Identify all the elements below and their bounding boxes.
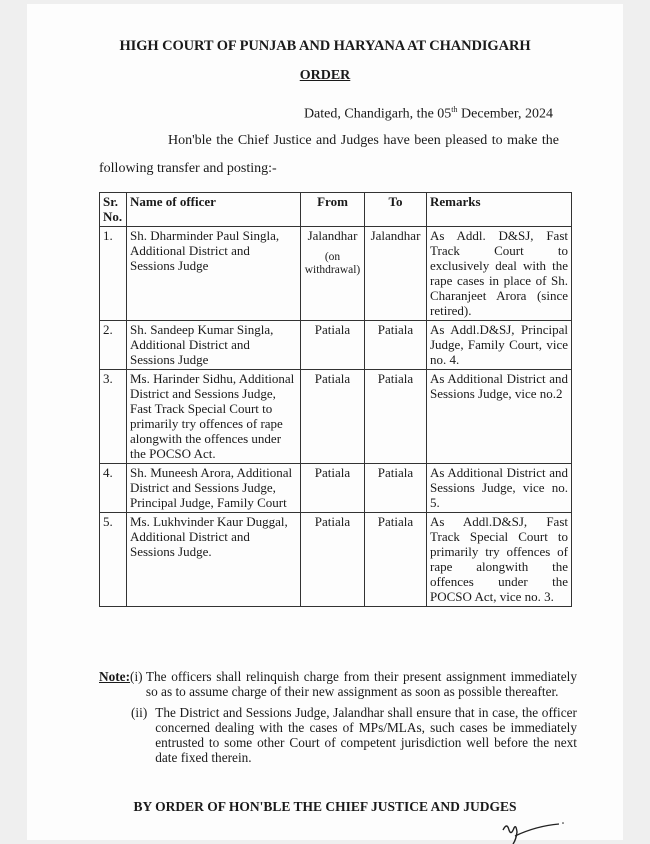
signature-icon xyxy=(501,820,571,844)
note-text: The officers shall relinquish charge from their present assignment immediately so as to assume charge of their new assignment as soon as possible thereafter. xyxy=(145,669,577,699)
notes-section xyxy=(99,669,577,765)
cell-sr: 3. xyxy=(100,370,127,464)
note-heading: Note: xyxy=(99,669,131,684)
cell-from: Patiala xyxy=(301,464,365,513)
header-to: To xyxy=(365,193,427,227)
intro-line-2: following transfer and posting:- xyxy=(99,161,277,176)
cell-from xyxy=(301,227,365,321)
note-number: (i) xyxy=(130,669,143,684)
header-remarks: Remarks xyxy=(427,193,572,227)
intro-line-1: Hon'ble the Chief Justice and Judges have been pleased to make the xyxy=(168,133,560,148)
from-note: (on withdrawal) xyxy=(304,251,361,276)
cell-remarks: As Additional District and Sessions Judge, vice no. 5. xyxy=(427,464,572,513)
table-row xyxy=(100,513,572,607)
cell-remarks: As Addl.D&SJ, Fast Track Special Court to primarily try offences of rape alongwith the offences under the POCSO Act, vice no. 3. xyxy=(427,513,572,607)
table-row xyxy=(100,370,572,464)
court-heading: HIGH COURT OF PUNJAB AND HARYANA AT CHANDIGARH xyxy=(119,38,531,54)
cell-name: Sh. Sandeep Kumar Singla, Additional District and Sessions Judge xyxy=(127,321,301,370)
note-number: (ii) xyxy=(131,705,148,720)
document-page xyxy=(27,4,623,840)
cell-from: Patiala xyxy=(301,370,365,464)
cell-name: Sh. Muneesh Arora, Additional District and Sessions Judge, Principal Judge, Family Court xyxy=(127,464,301,513)
cell-sr: 5. xyxy=(100,513,127,607)
cell-name: Sh. Dharminder Paul Singla, Additional District and Sessions Judge xyxy=(127,227,301,321)
cell-to: Patiala xyxy=(365,321,427,370)
cell-name: Ms. Lukhvinder Kaur Duggal, Additional District and Sessions Judge. xyxy=(127,513,301,607)
note-label xyxy=(99,669,146,699)
cell-sr: 1. xyxy=(100,227,127,321)
order-date xyxy=(304,105,553,123)
table-row xyxy=(100,464,572,513)
cell-sr: 2. xyxy=(100,321,127,370)
date-suffix: December, 2024 xyxy=(457,106,553,122)
cell-to: Jalandhar xyxy=(365,227,427,321)
note-item-1 xyxy=(99,669,577,699)
order-title: ORDER xyxy=(299,68,351,83)
note-item-2 xyxy=(99,705,577,765)
cell-from: Patiala xyxy=(301,513,365,607)
header-sr-no: Sr. No. xyxy=(100,193,127,227)
table-row xyxy=(100,321,572,370)
header-from: From xyxy=(301,193,365,227)
cell-from: Patiala xyxy=(301,321,365,370)
transfer-table xyxy=(99,192,572,607)
cell-to: Patiala xyxy=(365,513,427,607)
cell-remarks: As Addl. D&SJ, Fast Track Court to exclusively deal with the rape cases in place of Sh. Charanjeet Arora (since retired). xyxy=(427,227,572,321)
cell-to: Patiala xyxy=(365,464,427,513)
cell-remarks: As Addl.D&SJ, Principal Judge, Family Court, vice no. 4. xyxy=(427,321,572,370)
cell-name: Ms. Harinder Sidhu, Additional District and Sessions Judge, Fast Track Special Court to primarily try offences of rape alongwith the offences under the POCSO Act. xyxy=(127,370,301,464)
note-text: The District and Sessions Judge, Jalandhar shall ensure that in case, the officer concerned dealing with the cases of MPs/MLAs, such cases be immediately entrusted to some other Court of competent jurisdiction well before the next date fixed therein. xyxy=(155,705,577,765)
cell-to: Patiala xyxy=(365,370,427,464)
table-row xyxy=(100,227,572,321)
table-header-row xyxy=(100,193,572,227)
date-ordinal: th xyxy=(451,105,458,114)
cell-sr: 4. xyxy=(100,464,127,513)
by-order-line: BY ORDER OF HON'BLE THE CHIEF JUSTICE AND JUDGES xyxy=(133,799,517,814)
date-prefix: Dated, Chandigarh, the 05 xyxy=(303,106,452,122)
from-value: Jalandhar xyxy=(307,228,358,243)
cell-remarks: As Additional District and Sessions Judge, vice no.2 xyxy=(427,370,572,464)
header-name: Name of officer xyxy=(127,193,301,227)
